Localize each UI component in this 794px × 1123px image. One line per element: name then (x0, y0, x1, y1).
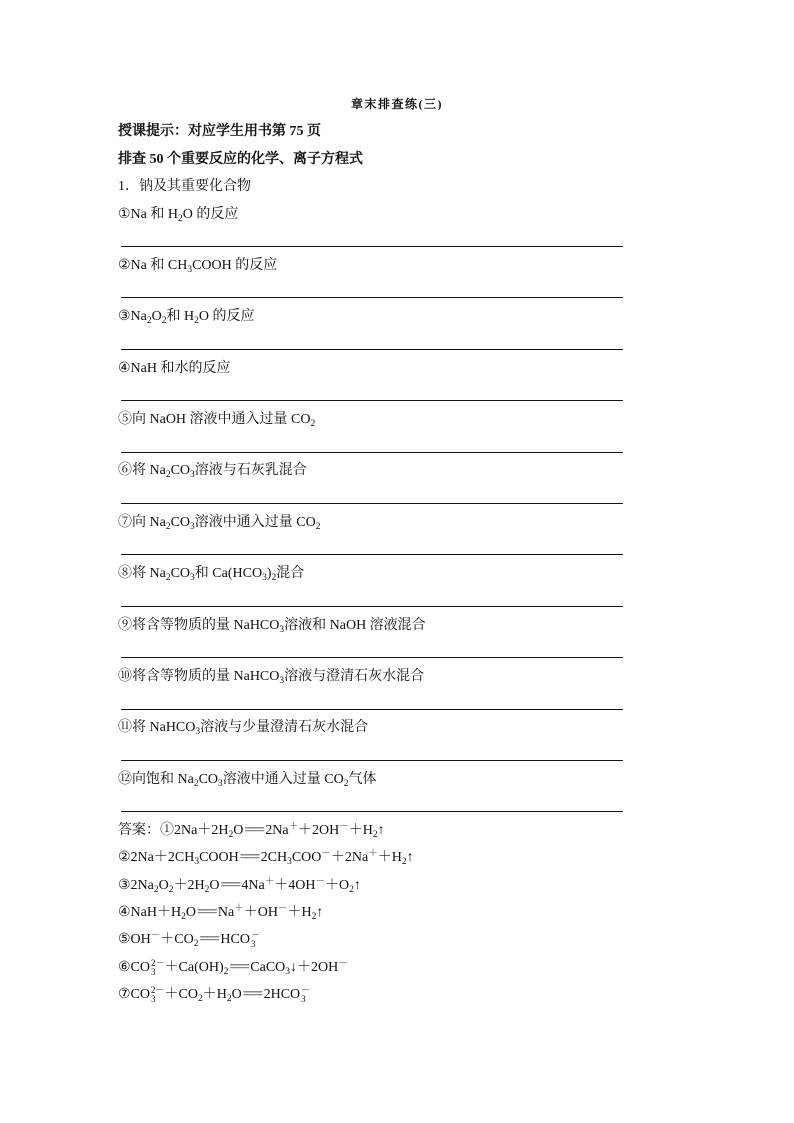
question-item (118, 766, 624, 817)
reaction-equals-sign: === (196, 905, 216, 921)
superscript-charge: ＋ (264, 876, 275, 887)
superscript-charge: 2－ (151, 984, 165, 995)
text-run: 和 Ca(HCO (194, 566, 263, 582)
question-text (118, 560, 624, 588)
subscript-count: 2 (197, 993, 203, 1004)
question-item (118, 355, 624, 406)
text-run: ＋CO (164, 986, 198, 1002)
subscript-count: 3 (151, 993, 156, 1004)
text-run: O (233, 823, 244, 839)
subscript-count: 3 (190, 470, 195, 481)
subscript-count: 2 (193, 778, 199, 789)
subscript-count: 2 (165, 573, 171, 584)
superscript-charge: － (150, 931, 161, 942)
subscript-count: 2 (181, 912, 186, 923)
answer-list (118, 817, 624, 1008)
text-run: 溶液中通入过量 CO (222, 771, 344, 787)
question-item (118, 663, 624, 714)
text-run: O (209, 877, 220, 893)
question-text (118, 509, 624, 537)
text-run: ⑥CO (118, 959, 150, 975)
question-item (118, 457, 624, 508)
text-run: HCO (220, 932, 250, 948)
text-run: 2HCO (263, 986, 301, 1002)
teaching-hint: 授课提示：对应学生用书第 75 页 (118, 124, 321, 139)
answer-write-line (121, 434, 623, 453)
subscript-count: 3 (190, 521, 195, 532)
answer-write-line (121, 639, 623, 658)
text-run: CO (170, 514, 191, 530)
text-run: CO (170, 463, 191, 479)
subscript-count: 3 (218, 778, 223, 789)
charge-stack (151, 986, 165, 1004)
subscript-count: 3 (279, 676, 285, 687)
text-run: ＋4OH (274, 877, 316, 893)
text-run: ④NaH＋H (118, 905, 182, 921)
text-run: ②Na 和 CH (118, 257, 188, 273)
text-run: 4Na (241, 877, 265, 893)
question-item (118, 303, 624, 354)
charge-stack (301, 986, 310, 1004)
question-text (118, 406, 624, 434)
subscript-count: 2 (165, 521, 171, 532)
answer-item (118, 899, 624, 926)
text-run: ⑧将 Na (118, 566, 166, 582)
question-item (118, 714, 624, 765)
text-run: Na (217, 905, 235, 921)
subscript-count: 3 (190, 573, 195, 584)
text-run: ⑥将 Na (118, 463, 166, 479)
question-text (118, 612, 624, 640)
subscript-count: 2 (153, 884, 159, 895)
text-run: O (158, 877, 169, 893)
question-text (118, 766, 624, 794)
question-text (118, 303, 624, 331)
text-run: COOH 的反应 (192, 257, 278, 273)
reaction-equals-sign: === (244, 823, 264, 839)
superscript-charge: 2－ (151, 957, 165, 968)
text-run: 溶液与澄清石灰水混合 (284, 669, 425, 685)
subscript-count: 2 (194, 316, 199, 327)
text-run: ＋CO (160, 932, 194, 948)
answer-item (118, 926, 624, 953)
answer-item (118, 844, 624, 871)
subscript-count: 2 (168, 884, 174, 895)
answer-write-line (121, 588, 623, 607)
subscript-count: 3 (262, 573, 267, 584)
text-run: COOH (199, 850, 239, 866)
answer-write-line (121, 228, 623, 247)
charge-stack (151, 959, 165, 977)
subscript-count: 3 (279, 624, 285, 635)
subscript-count: 2 (372, 830, 378, 841)
answer-write-line (121, 331, 623, 350)
subscript-count: 2 (178, 213, 183, 224)
text-run: ＋2OH (298, 823, 340, 839)
text-run: 溶液中通入过量 CO (194, 514, 316, 530)
reaction-equals-sign: === (229, 959, 249, 975)
subscript-count: 2 (223, 966, 229, 977)
answer-write-line (121, 691, 623, 710)
text-run: 溶液与石灰乳混合 (194, 463, 307, 479)
text-run: 2CH (260, 850, 288, 866)
text-run: ⑤向 NaOH 溶液中通入过量 CO (118, 412, 311, 428)
question-item (118, 406, 624, 457)
text-run: ↓＋2OH (290, 959, 339, 975)
charge-stack (251, 931, 260, 949)
question-text (118, 355, 624, 383)
reaction-equals-sign: === (242, 986, 262, 1002)
reaction-equals-sign: === (220, 877, 240, 893)
subscript-count: 2 (146, 316, 152, 327)
text-run: ＋H (202, 986, 227, 1002)
text-run: ①2Na＋2H (160, 823, 229, 839)
text-run: 2Na (265, 823, 289, 839)
section-heading: 排查 50 个重要反应的化学、离子方程式 (118, 151, 363, 167)
text-run: O (231, 986, 242, 1002)
worksheet-content (118, 118, 624, 1008)
answer-item (118, 981, 624, 1008)
subscript-count: 2 (226, 993, 232, 1004)
text-run: 和 H (166, 309, 195, 325)
question-text (118, 457, 624, 485)
text-run: ＋H (287, 905, 312, 921)
reaction-equals-sign: === (199, 932, 219, 948)
text-run: CO (170, 566, 191, 582)
question-text (118, 201, 624, 229)
text-run: ①Na 和 H (118, 206, 178, 222)
subscript-count: 3 (194, 857, 200, 868)
answer-label: 答案： (118, 823, 160, 839)
text-run: ⑦向 Na (118, 514, 166, 530)
text-run: ＋2Na (330, 850, 369, 866)
subscript-count: 2 (310, 419, 316, 430)
text-run: O 的反应 (182, 206, 239, 222)
text-run: ↑ (377, 823, 385, 839)
text-run: CaCO (250, 959, 286, 975)
subscript-count: 3 (287, 857, 292, 868)
text-run: ⑪将 NaHCO (118, 720, 196, 736)
question-item (118, 560, 624, 611)
text-run: ⑨将含等物质的量 NaHCO (118, 617, 280, 633)
subscript-count: 3 (250, 939, 256, 950)
superscript-charge: － (321, 849, 331, 860)
subscript-count: 3 (195, 727, 201, 738)
answer-write-line (121, 485, 623, 504)
text-run: O (151, 309, 162, 325)
subscript-count: 2 (228, 830, 234, 841)
text-run: ⑤OH (118, 932, 151, 948)
subscript-count: 2 (343, 778, 349, 789)
answer-write-line (121, 536, 623, 555)
subscript-count: 2 (271, 573, 277, 584)
text-run: ↑ (316, 905, 324, 921)
text-run: CO (198, 771, 219, 787)
question-text (118, 252, 624, 280)
text-run: ②2Na＋2CH (118, 850, 195, 866)
text-run: ⑫向饱和 Na (118, 771, 194, 787)
subscript-count: 3 (301, 993, 306, 1004)
answer-write-line (121, 742, 623, 761)
text-run: ⑩将含等物质的量 NaHCO (118, 669, 280, 685)
answer-write-line (121, 793, 623, 812)
text-run: ＋H (348, 823, 373, 839)
superscript-charge: － (250, 930, 260, 941)
text-run: ③2Na (118, 877, 154, 893)
superscript-charge: － (301, 984, 311, 995)
superscript-charge: － (277, 904, 288, 915)
text-run: ＋Ca(OH) (164, 959, 224, 975)
text-run: ＋2H (173, 877, 205, 893)
text-run: ③Na (118, 309, 147, 325)
reaction-equals-sign: === (239, 850, 259, 866)
text-run: ⑦CO (118, 986, 150, 1002)
text-run: ④NaH 和水的反应 (118, 360, 231, 376)
superscript-charge: ＋ (234, 904, 244, 915)
subscript-count: 3 (151, 966, 156, 977)
subscript-count: 2 (193, 939, 199, 950)
text-run: ＋H (377, 850, 402, 866)
superscript-charge: ＋ (288, 822, 299, 833)
question-text (118, 663, 624, 691)
text-run: O 的反应 (198, 309, 255, 325)
subscript-count: 2 (401, 857, 407, 868)
question-item (118, 201, 624, 252)
text-run: 溶液与少量澄清石灰水混合 (200, 720, 369, 736)
subscript-count: 2 (311, 912, 317, 923)
text-run: ＋O (324, 877, 350, 893)
subsection-title: 1．钠及其重要化合物 (118, 179, 251, 194)
page-title: 章末排查练(三) (351, 97, 443, 111)
subscript-count: 2 (315, 521, 321, 532)
question-list (118, 201, 624, 818)
question-text (118, 714, 624, 742)
text-run: 溶液和 NaOH 溶液混合 (284, 617, 426, 633)
text-run: ↑ (406, 850, 414, 866)
question-item (118, 509, 624, 560)
text-run: O (185, 905, 196, 921)
text-run: ＋OH (243, 905, 278, 921)
subscript-count: 2 (161, 316, 167, 327)
text-run: 混合 (276, 566, 305, 582)
text-run: 气体 (348, 771, 377, 787)
superscript-charge: － (338, 958, 348, 969)
question-item (118, 612, 624, 663)
answer-write-line (121, 279, 623, 298)
superscript-charge: ＋ (368, 849, 378, 860)
subscript-count: 2 (349, 884, 354, 895)
subscript-count: 2 (204, 884, 210, 895)
answer-item (118, 872, 624, 899)
subscript-count: 3 (187, 264, 193, 275)
subscript-count: 2 (165, 470, 171, 481)
text-run: ) (266, 566, 272, 582)
answer-item (118, 817, 624, 844)
text-run: COO (291, 850, 322, 866)
answer-item (118, 954, 624, 981)
subscript-count: 3 (285, 966, 291, 977)
superscript-charge: － (339, 822, 349, 833)
text-run: ↑ (353, 877, 361, 893)
question-item (118, 252, 624, 303)
answer-write-line (121, 382, 623, 401)
superscript-charge: － (315, 876, 325, 887)
